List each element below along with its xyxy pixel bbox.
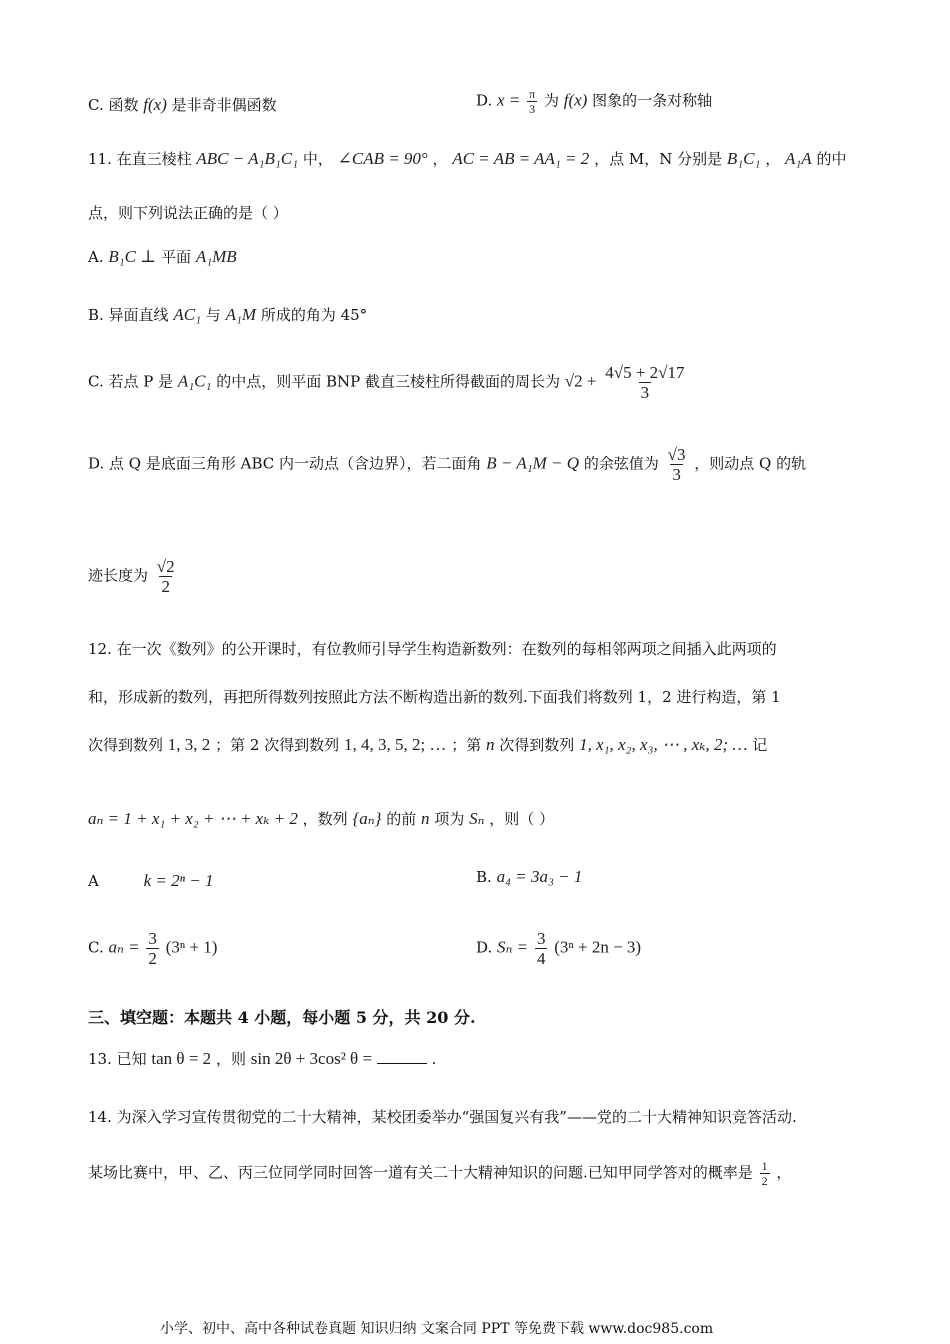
q11-option-d: D. 点 Q 是底面三角形 ABC 内一动点（含边界），若二面角 B − A₁M − Q 的余弦值为 $\frac{√3}{3}$ ，则动点 Q 的轨 xyxy=(88,445,807,484)
q11-option-d-line2: 迹长度为 $\frac{√2}{2}$ xyxy=(88,557,175,596)
q12-c-fraction: $\frac{3}{2}$ xyxy=(148,929,157,968)
q13-answer-blank xyxy=(377,1063,427,1064)
q12-stem-line2: 和，形成新的数列，再把所得数列按照此方法不断构造出新的数列.下面我们将数列 1，2 进行构造，第 1 xyxy=(88,688,781,706)
q11-c-fraction: $\frac{4√5 + 2√17}{3}$ xyxy=(605,363,685,402)
q10-option-d: D. x = $\frac{\pi}{3}$ 为 f(x) 图象的一条对称轴 xyxy=(476,87,713,116)
q12-stem-line3: 次得到数列 1, 3, 2 ；第 2 次得到数列 1, 4, 3, 5, 2; … ；第 n 次得到数列 1, x₁, x₂, x₃, ⋯ , xₖ, 2; … 记 xyxy=(88,735,768,754)
q11-stem-line2: 点，则下列说法正确的是（ ） xyxy=(88,204,288,222)
q11-option-c: C. 若点 P 是 A₁C₁ 的中点，则平面 BNP 截直三棱柱所得截面的周长为 √2 + $\frac{4√5 + 2√17}{3}$ xyxy=(88,363,685,402)
section-heading-fill-in: 三、填空题：本题共 4 小题，每小题 5 分，共 20 分. xyxy=(88,1008,476,1027)
q13: 13. 已知 tan θ = 2 ，则 sin 2θ + 3cos² θ = . xyxy=(88,1049,437,1068)
q12-stem-line4: aₙ = 1 + x₁ + x₂ + ⋯ + xₖ + 2 ，数列 {aₙ} 的前 n 项为 Sₙ ，则（ ） xyxy=(88,809,555,828)
q11-d-fraction: $\frac{√3}{3}$ xyxy=(667,445,686,484)
q14-probability-fraction: $\frac{1}{2}$ xyxy=(761,1159,768,1188)
q14-line1: 14. 为深入学习宣传贯彻党的二十大精神，某校团委举办“强国复兴有我”——党的二十大精神知识竞答活动. xyxy=(88,1108,797,1126)
q11-d-answer-fraction: $\frac{√2}{2}$ xyxy=(156,557,175,596)
q12-stem-line1: 12. 在一次《数列》的公开课时，有位教师引导学生构造新数列：在数列的每相邻两项之间插入此两项的 xyxy=(88,640,777,658)
q12-option-a: A k = 2ⁿ − 1 xyxy=(88,871,214,890)
q12-option-b: B. a₄ = 3a₃ − 1 xyxy=(476,867,583,886)
q11-option-a: A. B₁C ⊥ 平面 A₁MB xyxy=(88,247,237,266)
q10-option-c: C. 函数 f(x) 是非奇非偶函数 xyxy=(88,95,277,114)
q11-stem-line1: 11. 在直三棱柱 ABC − A₁B₁C₁ 中， ∠CAB = 90° ， AC = AB = AA₁ = 2 ，点 M，N 分别是 B₁C₁ ， A₁A 的中 xyxy=(88,149,847,168)
q12-option-d: D. Sₙ = $\frac{3}{4}$ (3ⁿ + 2n − 3) xyxy=(476,929,642,968)
q14-line2: 某场比赛中，甲、乙、丙三位同学同时回答一道有关二十大精神知识的问题.已知甲同学答对的概率是 $\frac{1}{2}$ ， xyxy=(88,1159,792,1188)
q12-d-fraction: $\frac{3}{4}$ xyxy=(536,929,546,968)
q11-option-b: B. 异面直线 AC₁ 与 A₁M 所成的角为 45° xyxy=(88,305,368,324)
q10-d-fraction: $\frac{\pi}{3}$ xyxy=(529,87,536,116)
q10-c-fx: f(x) xyxy=(143,95,167,114)
page-footer: 小学、初中、高中各种试卷真题 知识归纳 文案合同 PPT 等免费下载 www.doc985.com xyxy=(160,1321,714,1337)
q12-option-c: C. aₙ = $\frac{3}{2}$ (3ⁿ + 1) xyxy=(88,929,218,968)
